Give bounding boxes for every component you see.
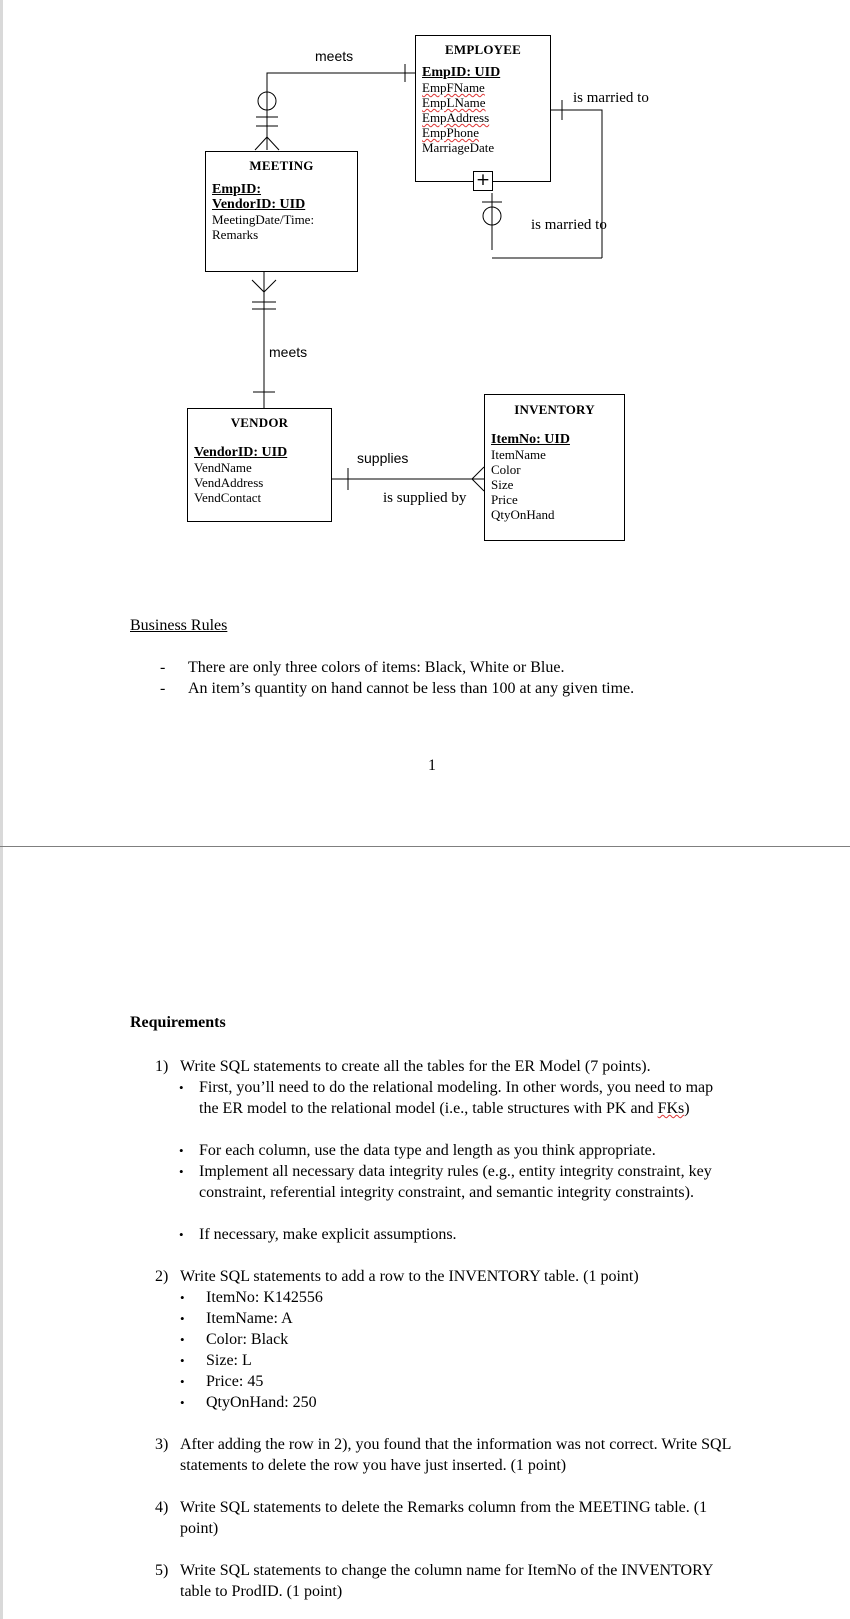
- bullet-item: [179, 1140, 719, 1161]
- bullet-item: [179, 1077, 719, 1119]
- attribute: VendContact: [194, 490, 262, 505]
- requirement-text: Write SQL statements to add a row to the INVENTORY table. (1 point): [180, 1268, 639, 1285]
- bullet-text: Price: 45: [206, 1373, 264, 1390]
- relationship-label-meets: meets: [269, 344, 308, 360]
- bullet-item: [180, 1350, 252, 1371]
- attribute: MarriageDate: [422, 140, 495, 155]
- bullet-item: [180, 1308, 293, 1329]
- primary-key-attribute: ItemNo: UID: [491, 432, 570, 447]
- attribute: EmpPhone: [422, 125, 480, 140]
- entity-title: MEETING: [249, 158, 314, 173]
- requirement-item: [155, 1497, 745, 1539]
- requirement-text: Write SQL statements to create all the tables for the ER Model (7 points).: [180, 1058, 651, 1075]
- bullet-item: [179, 1224, 719, 1245]
- entity-meeting: [205, 151, 358, 272]
- requirement-item: [155, 1056, 745, 1077]
- requirement-number: 4): [155, 1499, 169, 1516]
- subtype-plus-icon: +: [473, 171, 493, 191]
- entity-employee: [415, 35, 551, 182]
- bullet-icon: •: [180, 1353, 185, 1368]
- primary-key-attribute: VendorID: UID: [194, 445, 288, 460]
- attribute: Remarks: [212, 227, 259, 242]
- bullet-item: [180, 1287, 323, 1308]
- attribute: QtyOnHand: [491, 507, 555, 522]
- relationship-label-married: is married to: [531, 217, 607, 233]
- bullet-item: [180, 1371, 264, 1392]
- entity-title: VENDOR: [230, 415, 289, 430]
- bullet-icon: •: [179, 1143, 184, 1158]
- bullet-icon: •: [179, 1080, 184, 1095]
- attribute: VendAddress: [194, 475, 264, 490]
- bullet-item: [180, 1329, 289, 1350]
- requirement-number: 3): [155, 1436, 169, 1453]
- page-number: 1: [428, 757, 436, 774]
- attribute: VendName: [194, 460, 252, 475]
- er-diagram: [0, 0, 850, 560]
- connector-vendor-inventory: [332, 467, 484, 491]
- requirement-item: [155, 1434, 745, 1476]
- bullet-text: For each column, use the data type and length as you think appropriate.: [199, 1142, 656, 1159]
- attribute: EmpLName: [422, 95, 486, 110]
- relationship-label-supplies: supplies: [357, 450, 409, 466]
- attribute: EmpAddress: [422, 110, 490, 125]
- entity-vendor: [187, 408, 332, 522]
- rule-marker: -: [160, 680, 166, 697]
- attribute: ItemName: [491, 447, 546, 462]
- attribute: Price: [491, 492, 518, 507]
- requirement-item: [155, 1560, 745, 1602]
- requirements-heading: Requirements: [130, 1014, 226, 1031]
- bullet-text: QtyOnHand: 250: [206, 1394, 317, 1411]
- business-rules-heading: Business Rules: [130, 617, 228, 634]
- key-attribute: VendorID: UID: [212, 197, 306, 212]
- page-break-divider: [0, 846, 850, 847]
- relationship-label-supplied-by: is supplied by: [383, 490, 467, 506]
- bullet-icon: •: [179, 1164, 184, 1179]
- rule-marker: -: [160, 659, 166, 676]
- requirement-text: Write SQL statements to delete the Remarks column from the MEETING table. (1 point): [180, 1499, 708, 1537]
- relationship-label-married: is married to: [573, 90, 649, 106]
- requirement-number: 1): [155, 1058, 169, 1075]
- relationship-label-meets: meets: [315, 48, 354, 64]
- bullet-text: ItemName: A: [206, 1310, 293, 1327]
- bullet-item: [180, 1392, 317, 1413]
- requirement-number: 2): [155, 1268, 169, 1285]
- requirement-text: After adding the row in 2), you found that the information was not correct. Write SQL statements to delete the row you have just inserted. (1 point): [180, 1436, 731, 1474]
- bullet-icon: •: [180, 1395, 185, 1410]
- bullet-icon: •: [180, 1311, 185, 1326]
- attribute: Color: [491, 462, 521, 477]
- bullet-text: Implement all necessary data integrity rules (e.g., entity integrity constraint, key constraint, referential integrity constraint, and semantic integrity constraints).: [199, 1163, 712, 1201]
- bullet-text: First, you’ll need to do the relational modeling. In other words, you need to map the ER model to the relational model (i.e., table structures with PK and: [199, 1079, 714, 1117]
- bullet-text: If necessary, make explicit assumptions.: [199, 1226, 457, 1243]
- connector-employee-meeting: [255, 64, 415, 150]
- attribute: Size: [491, 477, 514, 492]
- attribute: EmpFName: [422, 80, 485, 95]
- requirement-item: [155, 1266, 745, 1287]
- bullet-text: Size: L: [206, 1352, 252, 1369]
- entity-title: EMPLOYEE: [445, 42, 521, 57]
- bullet-icon: •: [180, 1374, 185, 1389]
- rule-text: An item’s quantity on hand cannot be less than 100 at any given time.: [188, 680, 635, 697]
- entity-title: INVENTORY: [514, 402, 595, 417]
- bullet-icon: •: [180, 1332, 185, 1347]
- business-rule: [160, 659, 564, 677]
- connector-meeting-vendor: [252, 272, 276, 408]
- bullet-icon: •: [180, 1290, 185, 1305]
- bullet-icon: •: [179, 1227, 184, 1242]
- attribute: MeetingDate/Time:: [212, 212, 315, 227]
- key-attribute: EmpID:: [212, 182, 262, 197]
- requirement-number: 5): [155, 1562, 169, 1579]
- primary-key-attribute: EmpID: UID: [422, 65, 501, 80]
- requirement-text: Write SQL statements to change the column name for ItemNo of the INVENTORY table to ProdID. (1 point): [180, 1562, 713, 1600]
- business-rule: [160, 680, 634, 698]
- bullet-text: Color: Black: [206, 1331, 289, 1348]
- bullet-item: [179, 1161, 719, 1203]
- fks-text: FKs: [657, 1100, 685, 1117]
- bullet-text: ItemNo: K142556: [206, 1289, 323, 1306]
- fks-close: ): [684, 1100, 690, 1117]
- entity-inventory: [484, 394, 625, 541]
- rule-text: There are only three colors of items: Black, White or Blue.: [188, 659, 565, 676]
